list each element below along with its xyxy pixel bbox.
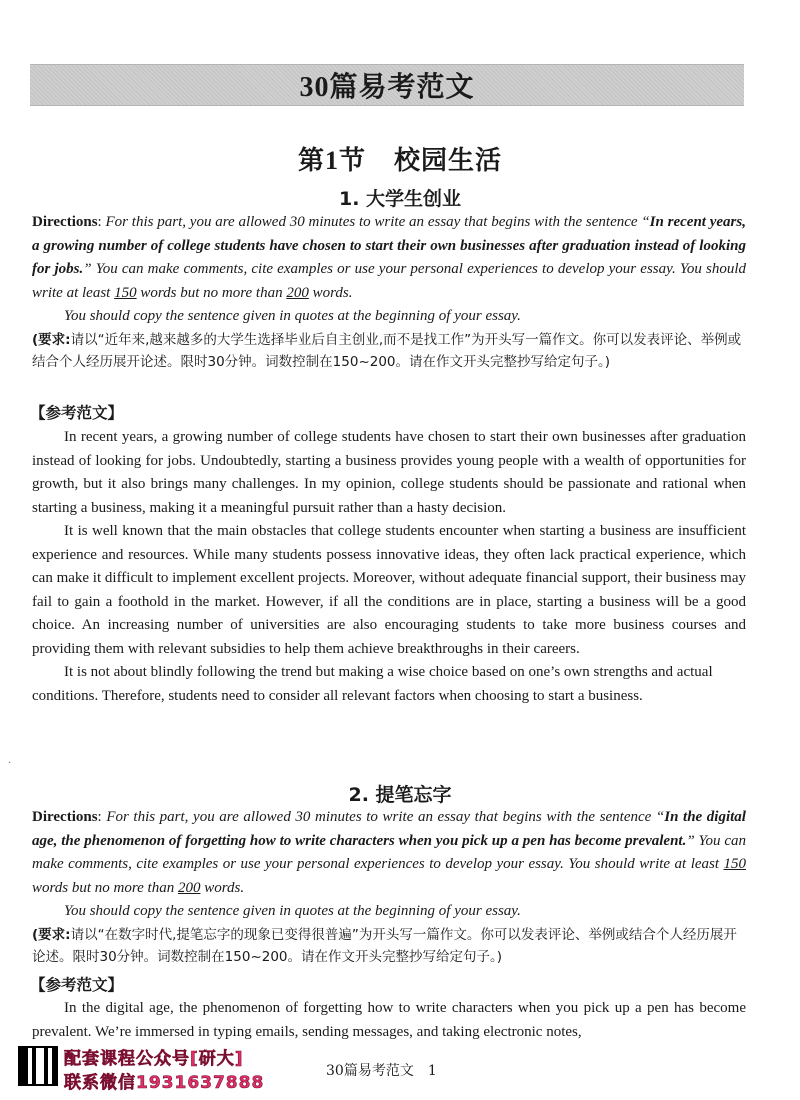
essay1-ref-heading: 【参考范文】	[30, 404, 124, 422]
watermark-line-2: 联系微信1931637888	[64, 1073, 265, 1093]
margin-mark: ·	[8, 758, 12, 769]
title-banner	[30, 64, 744, 106]
essay1-paragraph-1: In recent years, a growing number of college students have chosen to start their own businesses after graduation instead of looking for jobs. Undoubtedly, starting a business provides young people with a wealth of opportunities for growth, but it also brings many challenges. In my opinion, college students should be passionate and rational when starting a business, making it a meaningful pursuit rather than a hasty decision.	[32, 429, 746, 516]
footer-book-title: 30篇易考范文	[326, 1063, 414, 1079]
essay1-prompt: In recent years, a growing number of college students have chosen to start their own businesses after graduation instead of looking for jobs.	[32, 214, 746, 277]
qr-code-icon	[18, 1046, 58, 1086]
requirement-label: (要求:	[32, 332, 71, 348]
watermark-line-1: 配套课程公众号[研大]	[64, 1049, 244, 1069]
essay1-paragraph-3: It is not about blindly following the trend but making a wise choice based on one’s own strengths and actual conditions. Therefore, students need to consider all relevant factors when choosing to start a business.	[32, 664, 713, 704]
essay2-prompt: In the digital age, the phenomenon of forgetting how to write characters when you pick up a pen has become prevalent.	[32, 809, 746, 849]
section-title	[0, 140, 800, 177]
essay2-copy-note: You should copy the sentence given in quotes at the beginning of your essay.	[64, 903, 521, 919]
min-words: 150	[114, 284, 137, 301]
directions-label: Directions	[32, 214, 98, 230]
essay1-topic: 1. 大学生创业	[338, 188, 462, 210]
page-footer	[326, 1060, 437, 1080]
section-label: 第1节	[297, 146, 366, 175]
essay2-paragraph-1: In the digital age, the phenomenon of forgetting how to write characters when you pick up a pen has become prevalent. We’re immersed in typing emails, sending messages, and taking electronic notes,	[32, 1000, 746, 1040]
essay1-copy-note: You should copy the sentence given in quotes at the beginning of your essay.	[64, 308, 521, 324]
essay1-body	[32, 426, 746, 708]
essay2-topic: 2. 提笔忘字	[348, 784, 452, 806]
essay1-paragraph-2: It is well known that the main obstacles that college students encounter when starting a business are insufficient experience and resources. While many students possess innovative ideas, they often lack practical experience, which can make it difficult to implement excellent projects. Moreover, without adequate financial support, their business may fail to gain a foothold in the market. However, if all the conditions are in place, starting a business will be a good choice. An increasing number of universities are also encouraging students to take more business courses and providing them with relevant subsidies to help them achieve breakthroughs in their careers.	[32, 523, 746, 657]
essay2-directions: Directions: For this part, you are allowed 30 minutes to write an essay that begins with the sentence “In the digital age, the phenomenon of forgetting how to write characters when you pick up a pen has become prevalent.” You can make comments, cite examples or use your personal experiences to develop your essay. You should write at least 150 words but no more than 200 words.	[32, 809, 746, 896]
essay2-ref-heading: 【参考范文】	[30, 976, 124, 994]
max-words: 200	[286, 284, 309, 301]
essay2-body	[32, 997, 746, 1044]
section-name: 校园生活	[394, 146, 503, 175]
banner-title: 30篇易考范文	[299, 72, 475, 103]
essay1-directions: Directions: For this part, you are allowed 30 minutes to write an essay that begins with the sentence “In recent years, a growing number of college students have chosen to start their own businesses after graduation instead of looking for jobs.” You can make comments, cite examples or use your personal experiences to develop your essay. You should write at least 150 words but no more than 200 words.	[32, 214, 746, 301]
essay1-requirement: (要求:请以“近年来,越来越多的大学生选择毕业后自主创业,而不是找工作”为开头写一篇作文。你可以发表评论、举例或结合个人经历展开论述。限时30分钟。词数控制在150~200。请在作文开头完整抄写给定句子。)	[32, 332, 742, 370]
essay2-requirement: (要求:请以“在数字时代,提笔忘字的现象已变得很普遍”为开头写一篇作文。你可以发表评论、举例或结合个人经历展开论述。限时30分钟。词数控制在150~200。请在作文开头完整抄写给定句子。)	[32, 927, 737, 965]
page-number: 1	[427, 1063, 437, 1079]
